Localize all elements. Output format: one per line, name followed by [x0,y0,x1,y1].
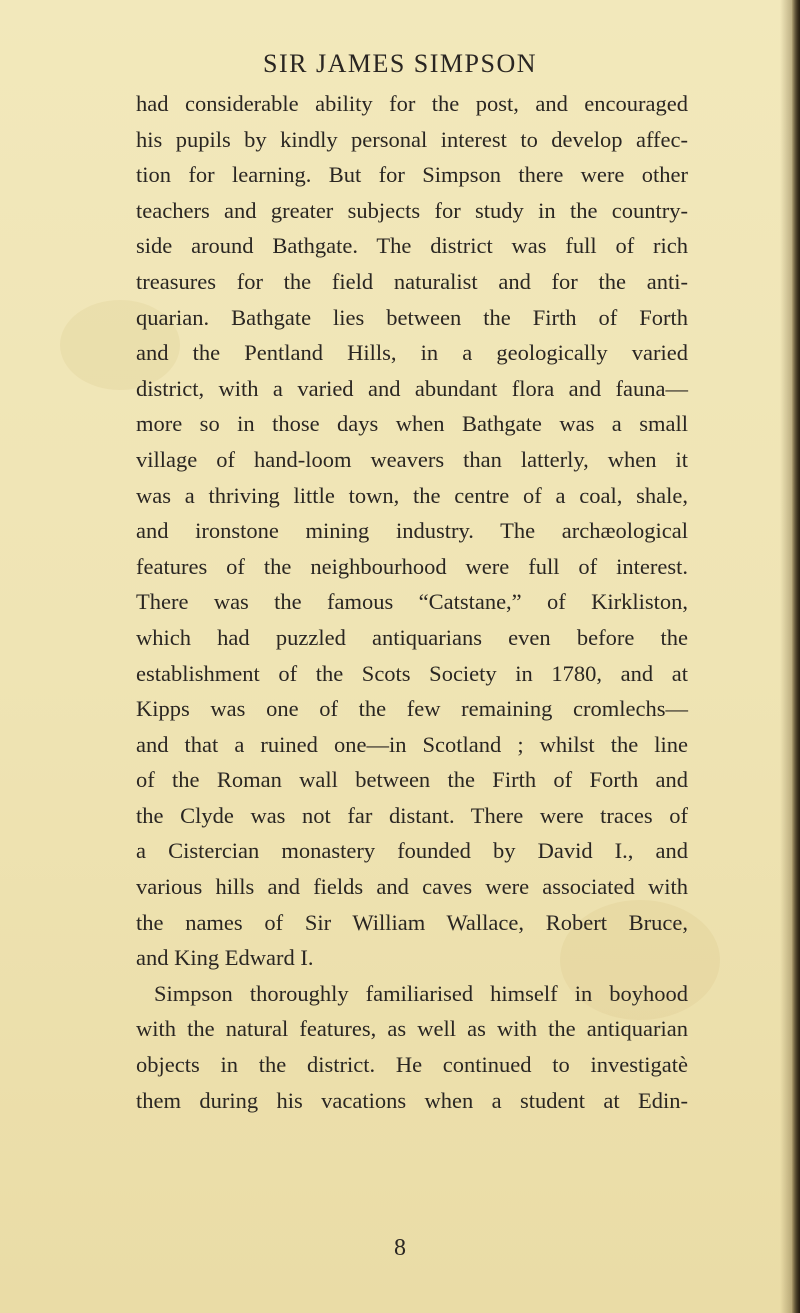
text-line: tion for learning. But for Simpson there were other [136,162,688,188]
text-line: the Clyde was not far distant. There were traces of [136,802,688,828]
page-edge-shadow [792,0,800,1313]
text-line: them during his vacations when a student at Edin- [136,1087,688,1113]
text-line: of the Roman wall between the Firth of Forth and [136,767,688,793]
running-head: SIR JAMES SIMPSON [262,49,538,78]
page-number: 8 [394,1235,406,1261]
text-line: his pupils by kindly personal interest to develop affec- [136,126,688,152]
text-line: quarian. Bathgate lies between the Firth of Forth [136,304,688,330]
text-line: features of the neighbourhood were full of interest. [136,553,688,579]
paragraph-1 [136,86,688,976]
text-line: had considerable ability for the post, and encouraged [136,91,688,116]
text-line: was a thriving little town, the centre of a coal, shale, [136,482,688,508]
text-line: teachers and greater subjects for study in the country- [136,197,688,223]
text-line: district, with a varied and abundant flora and fauna— [136,375,688,401]
text-line: treasures for the field naturalist and for the anti- [136,268,688,294]
text-line: Simpson thoroughly familiarised himself in boyhood [154,980,688,1006]
text-line: and King Edward I. [136,945,314,971]
text-line: establishment of the Scots Society in 1780, and at [136,660,688,686]
text-line: and ironstone mining industry. The archæological [136,518,688,544]
text-line: with the natural features, as well as with the antiquarian [136,1016,688,1042]
text-line: the names of Sir William Wallace, Robert Bruce, [136,909,688,935]
body-text [136,86,688,1118]
text-line: Kipps was one of the few remaining cromlechs— [136,696,688,722]
text-line: various hills and fields and caves were associated with [136,874,688,900]
text-line: a Cistercian monastery founded by David I., and [136,838,688,864]
paragraph-2 [136,976,688,1118]
text-line: village of hand-loom weavers than latterly, when it [136,446,688,472]
text-line: There was the famous “Catstane,” of Kirkliston, [136,589,688,615]
text-line: objects in the district. He continued to investigatè [136,1052,688,1078]
text-line: and that a ruined one—in Scotland ; whilst the line [136,731,688,757]
text-line: and the Pentland Hills, in a geologically varied [136,340,688,366]
text-line: side around Bathgate. The district was full of rich [136,233,688,259]
text-line: which had puzzled antiquarians even before the [136,624,688,650]
text-line: more so in those days when Bathgate was a small [136,411,688,437]
